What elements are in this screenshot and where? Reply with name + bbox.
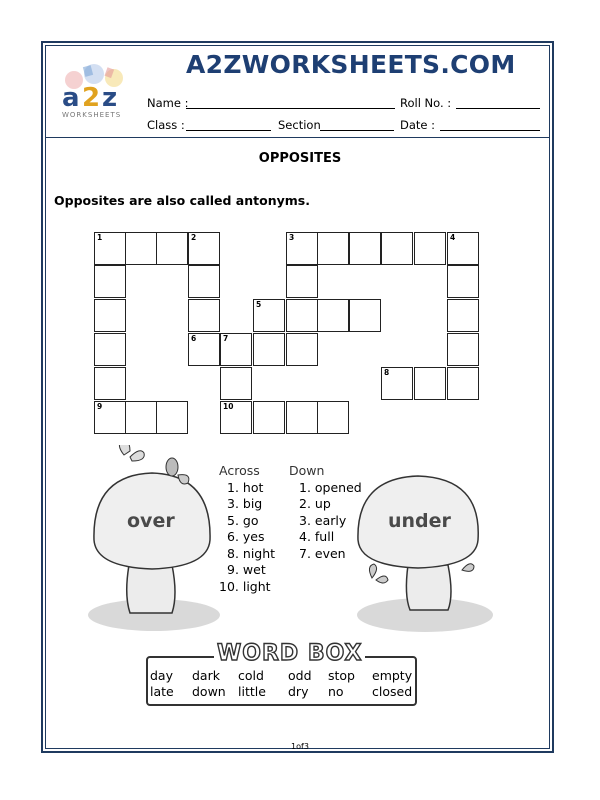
word-item: empty [372,668,413,683]
clue-item: 3. big [227,496,263,511]
under-label: under [388,510,451,532]
grid-cell[interactable]: 2 [188,232,220,265]
clue-item: 7. even [299,545,346,561]
grid-cell[interactable] [156,401,188,434]
grid-cell[interactable]: 1 [94,232,126,265]
grid-cell[interactable] [286,265,318,298]
grid-cell[interactable] [253,401,285,434]
grid-cell[interactable] [447,333,479,366]
grid-cell[interactable] [317,401,349,434]
worksheet-title: OPPOSITES [258,151,342,166]
word-item: dry [288,684,309,699]
grid-cell[interactable]: 10 [220,401,252,434]
grid-cell[interactable] [94,299,126,332]
grid-cell[interactable]: 4 [447,232,479,265]
word-item: no [328,684,344,699]
grid-cell[interactable] [156,232,188,265]
grid-cell[interactable] [317,232,349,265]
word-item: dark [192,668,220,683]
word-item: cold [238,668,264,683]
grid-cell[interactable]: 8 [381,367,413,400]
clue-item: 10. light [219,578,271,594]
grid-cell[interactable]: 7 [220,333,252,366]
date-line [440,130,540,131]
grid-cell[interactable]: 9 [94,401,126,434]
grid-cell[interactable] [94,265,126,298]
down-clues [289,463,362,562]
grid-cell[interactable] [317,299,349,332]
grid-cell[interactable] [220,367,252,400]
grid-cell[interactable]: 3 [286,232,318,265]
clue-item: 1. opened [299,479,362,495]
clue-item: 1. hot [227,479,264,495]
grid-cell[interactable] [188,265,220,298]
date-label: Date : [400,118,436,132]
word-item: closed [372,684,413,699]
grid-cell[interactable] [349,299,381,332]
grid-cell[interactable] [125,232,157,265]
word-item: stop [328,668,355,683]
across-heading: Across [219,463,260,478]
site-title: A2ZWORKSHEETS.COM [186,50,516,79]
word-item: odd [288,668,312,683]
grid-cell[interactable] [188,299,220,332]
a2z-logo [54,62,138,124]
grid-cell[interactable] [447,299,479,332]
grid-cell[interactable] [447,367,479,400]
down-heading: Down [289,463,325,478]
over-label: over [127,510,175,532]
grid-cell[interactable] [94,333,126,366]
grid-cell[interactable] [125,401,157,434]
grid-cell[interactable] [94,367,126,400]
clue-item: 8. night [227,545,276,561]
class-line [186,130,271,131]
svg-text:z: z [102,83,118,113]
grid-cell[interactable] [414,367,446,400]
intro-text: Opposites are also called antonyms. [54,193,310,208]
roll-line [456,108,540,109]
clue-item: 6. yes [227,529,265,544]
class-label: Class : [147,118,185,132]
header-divider [45,137,550,138]
grid-cell[interactable] [414,232,446,265]
page-number: 1of3 [291,742,309,751]
grid-cell[interactable]: 5 [253,299,285,332]
grid-cell[interactable] [447,265,479,298]
word-item: little [238,684,266,699]
word-item: day [150,668,173,683]
left-mushroom-illustration [84,445,224,635]
across-clues [219,463,275,595]
name-line [186,108,395,109]
clue-item: 5. go [227,512,259,528]
grid-cell[interactable] [286,401,318,434]
svg-text:a: a [62,83,80,113]
section-line [320,130,394,131]
clue-item: 3. early [299,512,347,528]
clue-item: 4. full [299,529,335,544]
roll-label: Roll No. : [400,96,452,110]
name-label: Name : [147,96,189,110]
word-item: late [150,684,174,699]
right-mushroom-illustration [350,470,500,635]
section-label: Section [278,118,321,132]
clue-item: 9. wet [227,562,266,577]
clue-item: 2. up [299,496,331,511]
svg-text:WORKSHEETS: WORKSHEETS [62,111,122,119]
word-box-title: WORD BOX [214,641,365,666]
word-item: down [192,684,226,699]
grid-cell[interactable] [253,333,285,366]
grid-cell[interactable] [381,232,413,265]
svg-text:2: 2 [82,83,101,113]
grid-cell[interactable] [286,333,318,366]
grid-cell[interactable] [286,299,318,332]
grid-cell[interactable]: 6 [188,333,220,366]
grid-cell[interactable] [349,232,381,265]
